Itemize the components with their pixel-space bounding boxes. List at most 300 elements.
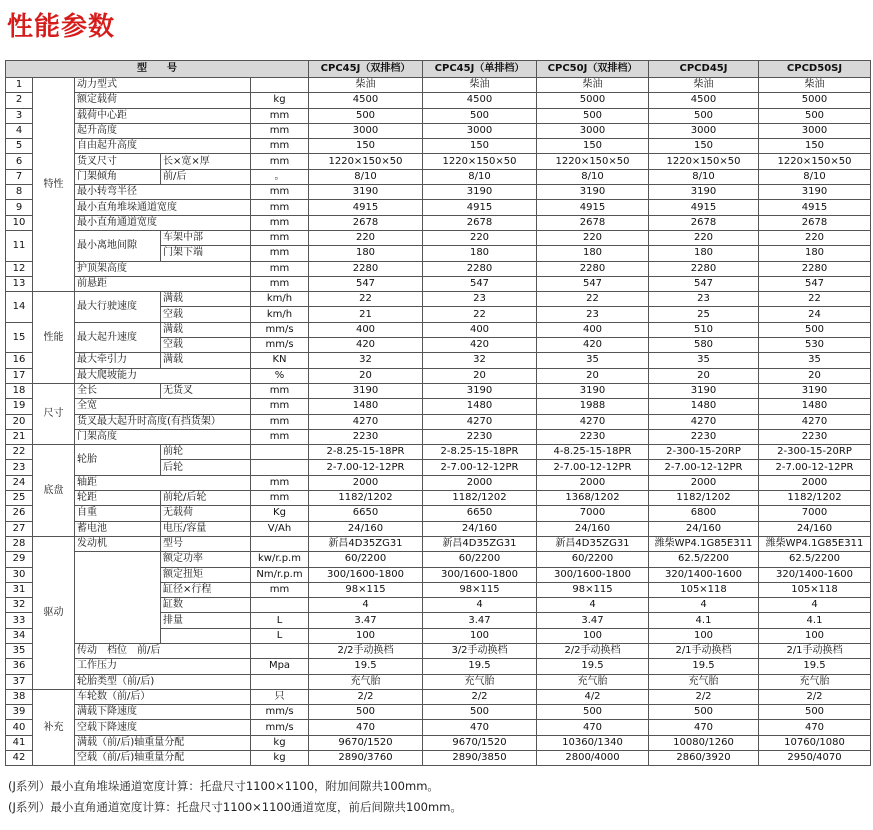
param-value: 400 [537, 322, 649, 337]
row-number: 8 [6, 185, 33, 200]
param-value: 柴油 [423, 78, 537, 93]
param-value: 2950/4070 [759, 751, 871, 766]
param-value: 19.5 [423, 659, 537, 674]
model-header: CPC50J（双排档） [537, 61, 649, 78]
param-sub: 长×宽×厚 [161, 154, 251, 169]
param-unit: km/h [251, 292, 309, 307]
row-number: 38 [6, 689, 33, 704]
param-unit [251, 598, 309, 613]
param-name: 门架高度 [75, 429, 251, 444]
param-value: 150 [537, 139, 649, 154]
param-name: 动力型式 [75, 78, 251, 93]
param-value: 25 [649, 307, 759, 322]
param-value: 1182/1202 [309, 491, 423, 506]
param-value: 4915 [309, 200, 423, 215]
table-row [6, 659, 871, 674]
param-value: 4 [309, 598, 423, 613]
param-unit [251, 445, 309, 460]
row-number: 11 [6, 230, 33, 261]
param-value: 1182/1202 [423, 491, 537, 506]
param-value: 500 [309, 705, 423, 720]
param-name: 载荷中心距 [75, 108, 251, 123]
param-value: 470 [759, 720, 871, 735]
param-value: 547 [759, 276, 871, 291]
param-value: 2230 [649, 429, 759, 444]
table-row [6, 292, 871, 307]
param-value: 180 [537, 246, 649, 261]
row-number: 13 [6, 276, 33, 291]
param-value: 1480 [759, 399, 871, 414]
group-label: 补充 [33, 689, 75, 765]
param-name: 门架倾角 [75, 169, 161, 184]
param-value: 420 [537, 338, 649, 353]
param-unit: mm/s [251, 338, 309, 353]
param-value: 19.5 [537, 659, 649, 674]
param-value: 19.5 [649, 659, 759, 674]
param-value: 35 [537, 353, 649, 368]
model-header-label: 型 号 [6, 61, 309, 78]
param-value: 100 [309, 628, 423, 643]
param-value: 5000 [759, 93, 871, 108]
table-row [6, 674, 871, 689]
param-value: 23 [537, 307, 649, 322]
param-unit: km/h [251, 307, 309, 322]
table-row [6, 78, 871, 93]
param-value: 2860/3920 [649, 751, 759, 766]
param-value: 320/1400-1600 [759, 567, 871, 582]
group-label: 底盘 [33, 445, 75, 537]
row-number: 18 [6, 383, 33, 398]
param-value: 潍柴WP4.1G85E311 [649, 536, 759, 551]
param-value: 2/2手动换档 [309, 643, 423, 658]
param-value: 24/160 [309, 521, 423, 536]
row-number: 42 [6, 751, 33, 766]
param-value: 8/10 [649, 169, 759, 184]
param-sub: 前轮 [161, 445, 251, 460]
param-value: 2-7.00-12-12PR [759, 460, 871, 475]
param-value: 8/10 [309, 169, 423, 184]
param-value: 3190 [649, 383, 759, 398]
row-number: 14 [6, 292, 33, 323]
param-name: 起升高度 [75, 123, 251, 138]
table-row [6, 185, 871, 200]
table-row [6, 536, 871, 551]
row-number: 4 [6, 123, 33, 138]
footnote: (J系列）最小直角通道宽度计算：托盘尺寸1100×1100通道宽度，前后间隙共100mm。 [8, 800, 462, 814]
param-name: 货叉最大起升时高度(有挡货架） [75, 414, 251, 429]
param-value: 4 [759, 598, 871, 613]
param-value: 充气胎 [759, 674, 871, 689]
param-value: 4-8.25-15-18PR [537, 445, 649, 460]
param-value: 4/2 [537, 689, 649, 704]
param-value: 400 [423, 322, 537, 337]
param-value: 580 [649, 338, 759, 353]
param-value: 4915 [537, 200, 649, 215]
param-value: 充气胎 [423, 674, 537, 689]
param-unit: L [251, 613, 309, 628]
row-number: 29 [6, 552, 33, 567]
param-name: 满载（前/后)轴重量分配 [75, 735, 251, 750]
param-value: 180 [649, 246, 759, 261]
param-value: 500 [423, 108, 537, 123]
param-value: 3000 [423, 123, 537, 138]
param-name: 最小直角通道宽度 [75, 215, 251, 230]
param-value: 3190 [537, 185, 649, 200]
model-header: CPC45J（双排档） [309, 61, 423, 78]
param-value: 2800/4000 [537, 751, 649, 766]
param-value: 220 [649, 230, 759, 245]
param-unit: L [251, 628, 309, 643]
param-value: 2-7.00-12-12PR [309, 460, 423, 475]
param-value: 22 [759, 292, 871, 307]
param-value: 2-7.00-12-12PR [423, 460, 537, 475]
param-value: 150 [309, 139, 423, 154]
param-value: 新昌4D35ZG31 [423, 536, 537, 551]
row-number: 20 [6, 414, 33, 429]
param-unit: mm [251, 261, 309, 276]
param-value: 1480 [423, 399, 537, 414]
param-value: 3190 [423, 185, 537, 200]
param-sub: 电压/容量 [161, 521, 251, 536]
param-value: 2280 [423, 261, 537, 276]
param-sub: 空载 [161, 338, 251, 353]
param-value: 2230 [759, 429, 871, 444]
page-title: 性能参数 [7, 12, 116, 42]
param-value: 1220×150×50 [537, 154, 649, 169]
param-unit: Nm/r.p.m [251, 567, 309, 582]
param-value: 2678 [309, 215, 423, 230]
row-number: 21 [6, 429, 33, 444]
param-value: 300/1600-1800 [423, 567, 537, 582]
param-value: 500 [537, 705, 649, 720]
param-value: 35 [759, 353, 871, 368]
param-value: 充气胎 [537, 674, 649, 689]
param-unit: mm [251, 429, 309, 444]
param-sub: 无载荷 [161, 506, 251, 521]
row-number: 15 [6, 322, 33, 353]
param-sub: 满载 [161, 322, 251, 337]
param-unit: 。 [251, 169, 309, 184]
row-number: 27 [6, 521, 33, 536]
param-value: 20 [423, 368, 537, 383]
param-value: 500 [423, 705, 537, 720]
row-number: 5 [6, 139, 33, 154]
table-row [6, 491, 871, 506]
param-value: 24 [759, 307, 871, 322]
param-value: 6650 [309, 506, 423, 521]
param-value: 1220×150×50 [759, 154, 871, 169]
table-row [6, 322, 871, 337]
param-value: 3.47 [309, 613, 423, 628]
param-value: 2000 [537, 475, 649, 490]
param-value: 9670/1520 [423, 735, 537, 750]
param-value: 62.5/2200 [759, 552, 871, 567]
param-value: 3190 [423, 383, 537, 398]
param-value: 22 [423, 307, 537, 322]
param-unit: 只 [251, 689, 309, 704]
param-value: 7000 [537, 506, 649, 521]
param-name: 最小离地间隙 [75, 230, 161, 261]
param-value: 3190 [759, 383, 871, 398]
param-value: 3190 [309, 383, 423, 398]
param-value: 1182/1202 [759, 491, 871, 506]
row-number: 35 [6, 643, 33, 658]
row-number: 31 [6, 582, 33, 597]
param-value: 1220×150×50 [649, 154, 759, 169]
param-name: 空载（前/后)轴重量分配 [75, 751, 251, 766]
param-value: 20 [537, 368, 649, 383]
param-name: 最小转弯半径 [75, 185, 251, 200]
param-sub [161, 628, 251, 643]
param-value: 3000 [649, 123, 759, 138]
row-number: 19 [6, 399, 33, 414]
table-row [6, 689, 871, 704]
param-value: 300/1600-1800 [537, 567, 649, 582]
row-number: 34 [6, 628, 33, 643]
param-unit [251, 643, 309, 658]
param-value: 4270 [759, 414, 871, 429]
param-value: 4.1 [649, 613, 759, 628]
param-value: 2000 [759, 475, 871, 490]
param-value: 2678 [537, 215, 649, 230]
param-value: 420 [423, 338, 537, 353]
param-value: 2/1手动换档 [649, 643, 759, 658]
param-value: 220 [537, 230, 649, 245]
row-number: 30 [6, 567, 33, 582]
param-value: 2000 [423, 475, 537, 490]
param-name: 轮胎类型（前/后) [75, 674, 251, 689]
param-value: 98×115 [537, 582, 649, 597]
param-value: 4500 [309, 93, 423, 108]
param-value: 500 [649, 108, 759, 123]
param-unit: mm [251, 108, 309, 123]
param-name: 货叉尺寸 [75, 154, 161, 169]
param-value: 500 [309, 108, 423, 123]
table-row [6, 720, 871, 735]
param-value: 180 [759, 246, 871, 261]
param-value: 500 [649, 705, 759, 720]
row-number: 6 [6, 154, 33, 169]
param-value: 180 [423, 246, 537, 261]
param-value: 470 [423, 720, 537, 735]
param-unit: Mpa [251, 659, 309, 674]
param-value: 24/160 [759, 521, 871, 536]
param-value: 4270 [649, 414, 759, 429]
param-value: 4270 [423, 414, 537, 429]
param-value: 60/2200 [537, 552, 649, 567]
param-value: 500 [759, 108, 871, 123]
table-row [6, 445, 871, 460]
param-value: 3190 [309, 185, 423, 200]
row-number: 3 [6, 108, 33, 123]
param-value: 98×115 [309, 582, 423, 597]
param-value: 6650 [423, 506, 537, 521]
param-unit: mm [251, 123, 309, 138]
param-sub: 额定扭矩 [161, 567, 251, 582]
param-unit: mm [251, 215, 309, 230]
param-value: 470 [309, 720, 423, 735]
param-name: 最大爬坡能力 [75, 368, 251, 383]
param-value: 2-8.25-15-18PR [423, 445, 537, 460]
param-unit: mm [251, 276, 309, 291]
param-value: 23 [649, 292, 759, 307]
param-unit: mm/s [251, 705, 309, 720]
row-number: 32 [6, 598, 33, 613]
row-number: 7 [6, 169, 33, 184]
param-value: 4 [649, 598, 759, 613]
row-number: 39 [6, 705, 33, 720]
param-value: 1480 [309, 399, 423, 414]
row-number: 37 [6, 674, 33, 689]
param-unit: mm [251, 154, 309, 169]
param-value: 100 [759, 628, 871, 643]
param-value: 24/160 [649, 521, 759, 536]
param-value: 1368/1202 [537, 491, 649, 506]
model-header: CPCD50SJ [759, 61, 871, 78]
param-value: 2000 [309, 475, 423, 490]
table-row [6, 643, 871, 658]
param-value: 2-7.00-12-12PR [649, 460, 759, 475]
param-value: 530 [759, 338, 871, 353]
param-value: 10760/1080 [759, 735, 871, 750]
param-value: 100 [649, 628, 759, 643]
param-value: 9670/1520 [309, 735, 423, 750]
param-unit: Kg [251, 506, 309, 521]
param-unit: mm [251, 491, 309, 506]
param-unit: mm [251, 200, 309, 215]
param-unit [251, 536, 309, 551]
param-value: 32 [423, 353, 537, 368]
table-row [6, 230, 871, 245]
param-value: 8/10 [423, 169, 537, 184]
param-unit: kw/r.p.m [251, 552, 309, 567]
table-row [6, 399, 871, 414]
param-value: 2890/3760 [309, 751, 423, 766]
group-label: 性能 [33, 292, 75, 384]
param-name: 最大起升速度 [75, 322, 161, 353]
table-row [6, 475, 871, 490]
param-sub: 缸径×行程 [161, 582, 251, 597]
param-value: 100 [423, 628, 537, 643]
row-number: 33 [6, 613, 33, 628]
param-value: 300/1600-1800 [309, 567, 423, 582]
param-value: 柴油 [537, 78, 649, 93]
row-number: 2 [6, 93, 33, 108]
param-value: 10080/1260 [649, 735, 759, 750]
param-value: 2678 [649, 215, 759, 230]
table-row [6, 123, 871, 138]
param-value: 320/1400-1600 [649, 567, 759, 582]
param-value: 2230 [423, 429, 537, 444]
param-sub: 门架下端 [161, 246, 251, 261]
spec-table-body [6, 78, 871, 766]
param-name: 最小直角堆垛通道宽度 [75, 200, 251, 215]
param-unit: mm [251, 139, 309, 154]
param-unit: mm [251, 230, 309, 245]
param-unit: V/Ah [251, 521, 309, 536]
param-value: 105×118 [649, 582, 759, 597]
param-value: 6800 [649, 506, 759, 521]
row-number: 16 [6, 353, 33, 368]
group-label: 尺寸 [33, 383, 75, 444]
table-row [6, 552, 871, 567]
param-value: 23 [423, 292, 537, 307]
row-number: 23 [6, 460, 33, 475]
param-value: 150 [649, 139, 759, 154]
param-value: 2-7.00-12-12PR [537, 460, 649, 475]
table-row [6, 705, 871, 720]
param-value: 24/160 [423, 521, 537, 536]
row-number: 17 [6, 368, 33, 383]
param-value: 4500 [423, 93, 537, 108]
param-value: 2230 [309, 429, 423, 444]
param-name: 发动机 [75, 536, 161, 551]
table-row [6, 383, 871, 398]
row-number: 41 [6, 735, 33, 750]
param-value: 1988 [537, 399, 649, 414]
param-value: 2/1手动换档 [759, 643, 871, 658]
param-sub: 缸数 [161, 598, 251, 613]
param-name: 工作压力 [75, 659, 251, 674]
table-row [6, 414, 871, 429]
param-value: 2280 [537, 261, 649, 276]
param-value: 8/10 [537, 169, 649, 184]
param-unit: % [251, 368, 309, 383]
param-value: 547 [537, 276, 649, 291]
table-row [6, 353, 871, 368]
param-value: 150 [423, 139, 537, 154]
param-value: 3.47 [423, 613, 537, 628]
param-sub: 满载 [161, 292, 251, 307]
param-name: 轮胎 [75, 445, 161, 476]
param-value: 4915 [649, 200, 759, 215]
param-value: 547 [649, 276, 759, 291]
row-number: 25 [6, 491, 33, 506]
header-row [6, 61, 871, 78]
row-number: 1 [6, 78, 33, 93]
table-row [6, 108, 871, 123]
param-value: 2/2 [649, 689, 759, 704]
param-sub: 前轮/后轮 [161, 491, 251, 506]
param-value: 20 [309, 368, 423, 383]
param-value: 4270 [537, 414, 649, 429]
param-value: 2/2 [423, 689, 537, 704]
param-name: 满载下降速度 [75, 705, 251, 720]
param-value: 180 [309, 246, 423, 261]
param-name: 最大牵引力 [75, 353, 161, 368]
row-number: 28 [6, 536, 33, 551]
param-unit: KN [251, 353, 309, 368]
param-value: 60/2200 [423, 552, 537, 567]
param-value: 547 [309, 276, 423, 291]
param-value: 510 [649, 322, 759, 337]
param-sub: 型号 [161, 536, 251, 551]
param-value: 2/2手动换档 [537, 643, 649, 658]
row-number: 40 [6, 720, 33, 735]
param-value: 220 [423, 230, 537, 245]
param-name: 最大行驶速度 [75, 292, 161, 323]
param-unit: mm/s [251, 720, 309, 735]
param-unit: mm [251, 582, 309, 597]
param-sub: 排量 [161, 613, 251, 628]
param-value: 3000 [759, 123, 871, 138]
param-sub: 满载 [161, 353, 251, 368]
param-value: 20 [759, 368, 871, 383]
param-value: 4.1 [759, 613, 871, 628]
table-row [6, 200, 871, 215]
param-value: 柴油 [649, 78, 759, 93]
table-row [6, 93, 871, 108]
